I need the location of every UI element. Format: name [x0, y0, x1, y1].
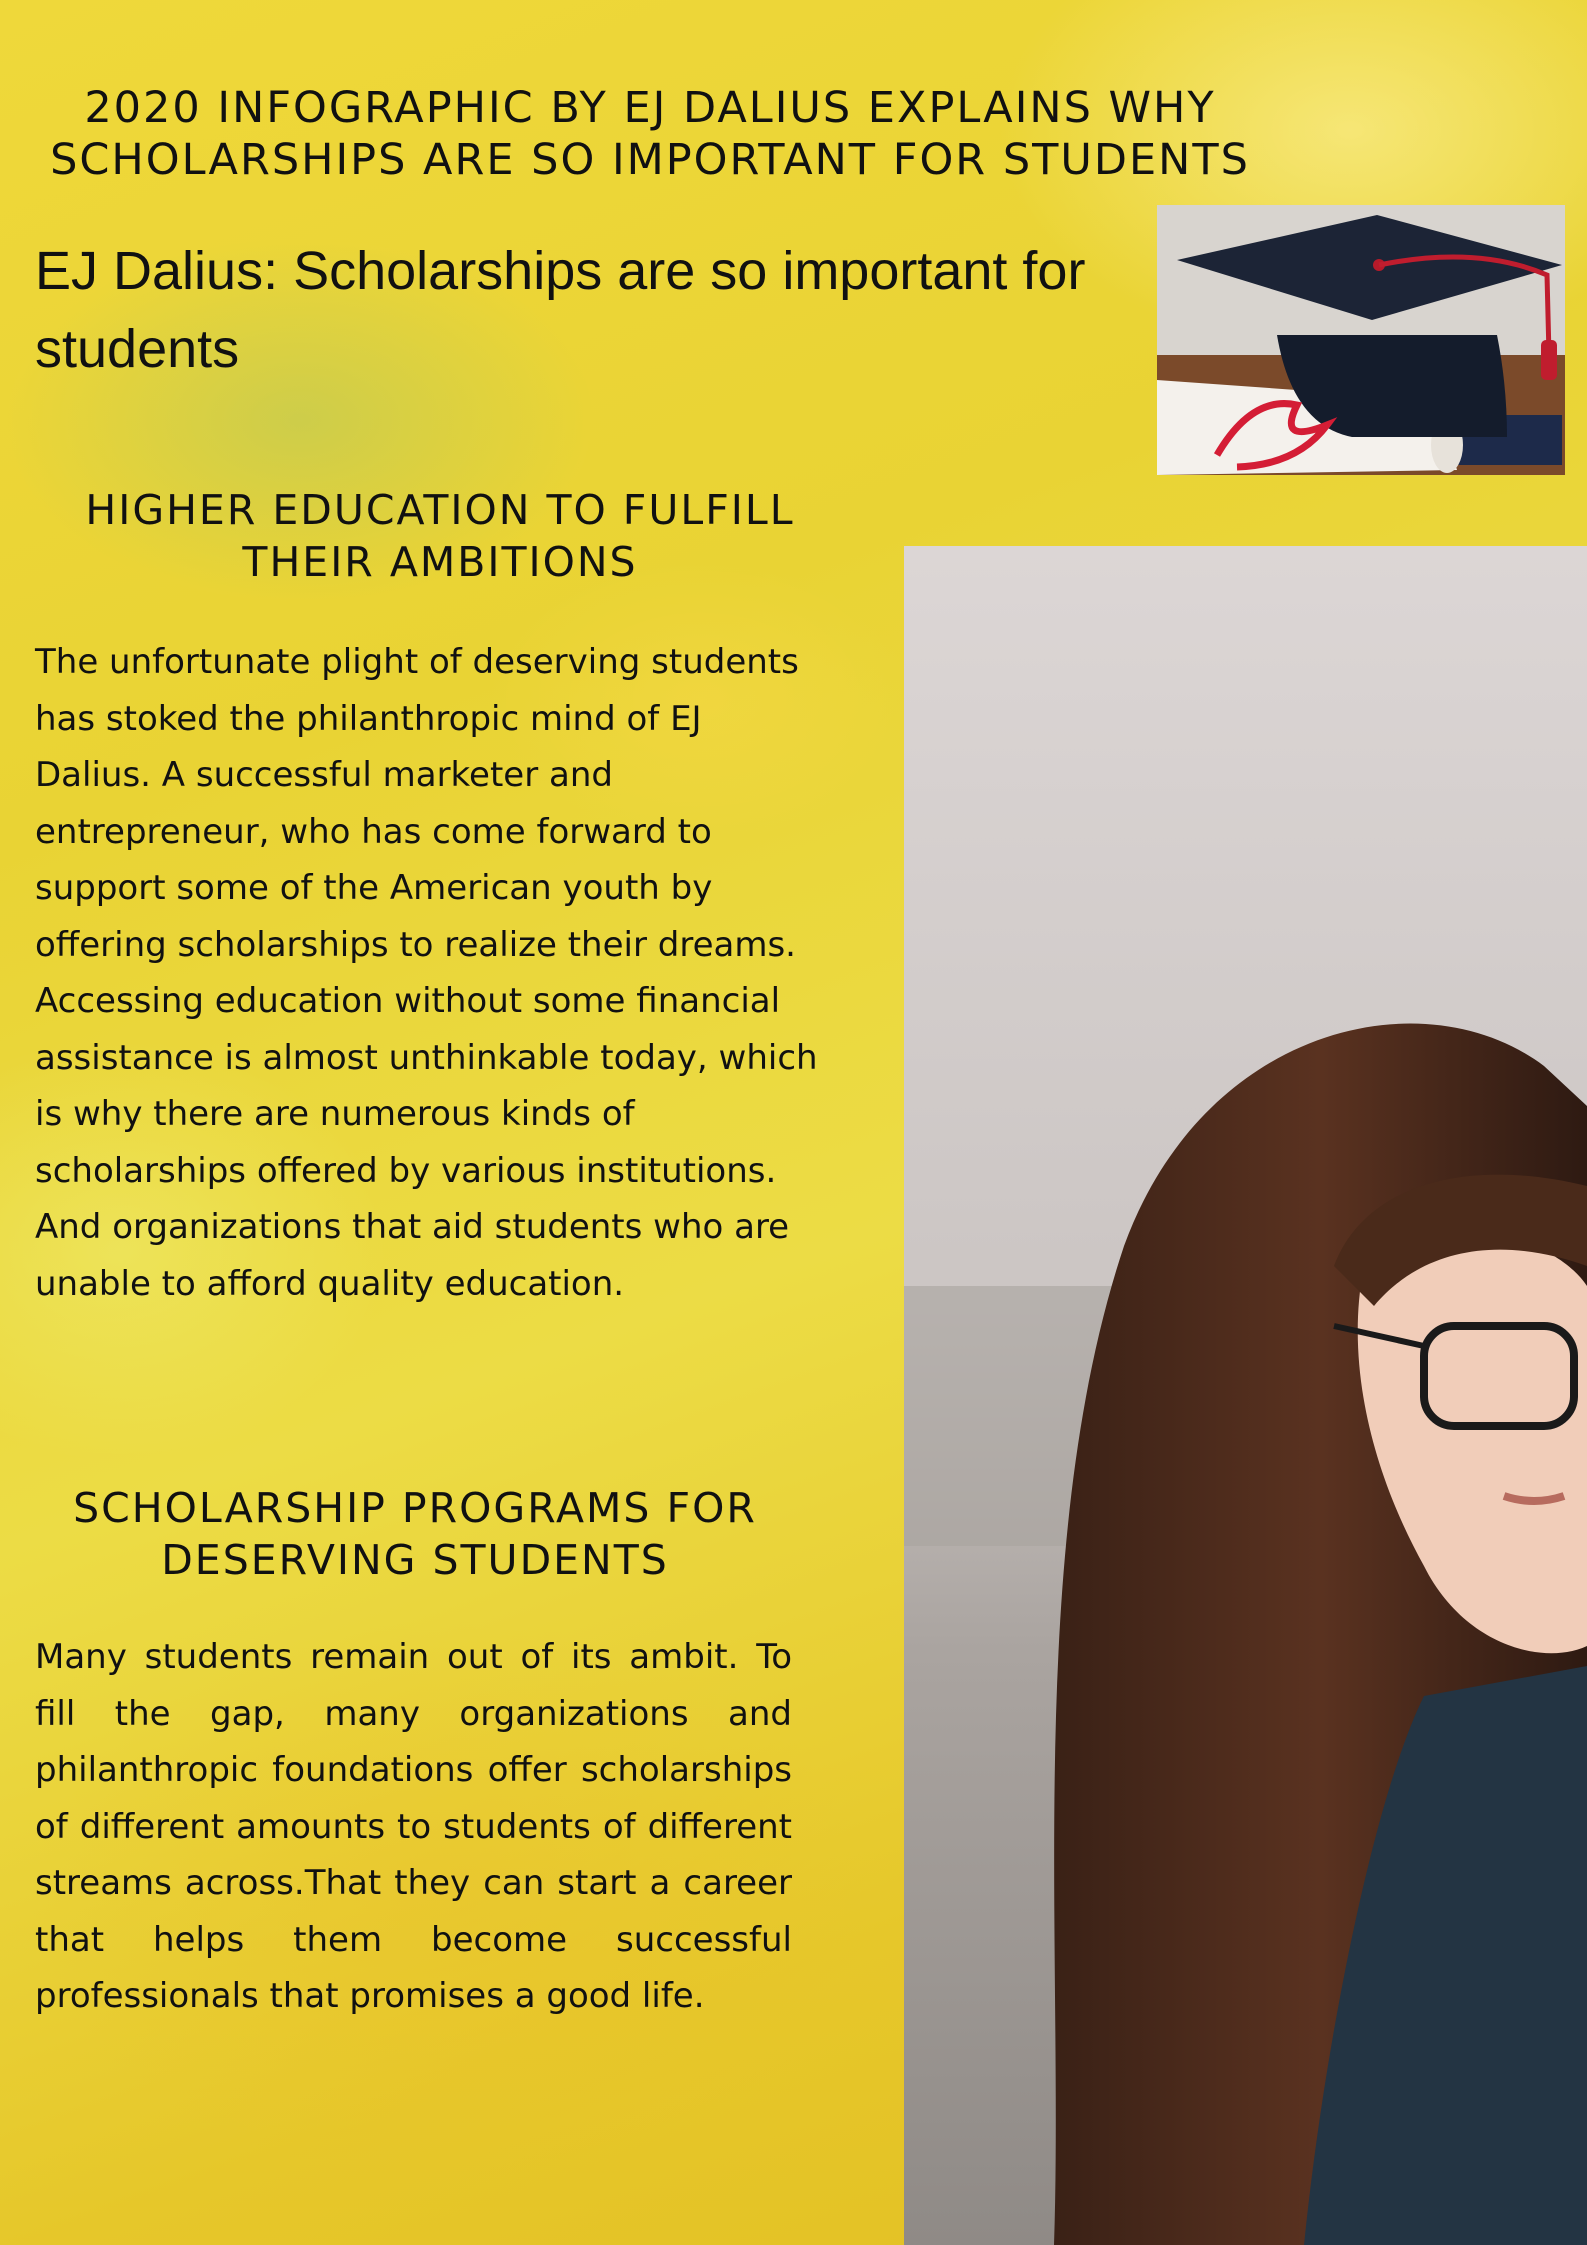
- graduation-cap-photo: [1157, 205, 1565, 475]
- section-heading-higher-education: [35, 484, 845, 588]
- section-heading-line: DESERVING STUDENTS: [161, 1536, 669, 1584]
- body-line: assistance is almost unthinkable today, which: [35, 1037, 818, 1078]
- student-portrait-icon: [904, 546, 1587, 2245]
- body-line: scholarships offered by various institutions.: [35, 1150, 777, 1191]
- student-photo: [904, 546, 1587, 2245]
- body-line: Accessing education without some financial: [35, 981, 781, 1021]
- body-line: offering scholarships to realize their dreams.: [35, 924, 796, 965]
- section-body-higher-education: [35, 634, 855, 1312]
- body-line: is why there are numerous kinds of: [35, 1094, 635, 1134]
- section-heading-line: HIGHER EDUCATION TO FULFILL: [85, 486, 795, 534]
- body-line: Dalius. A successful marketer and: [35, 755, 613, 795]
- page-title-line-1: 2020 INFOGRAPHIC BY EJ DALIUS EXPLAINS WHY: [84, 83, 1216, 133]
- section-heading-scholarship-programs: [35, 1482, 795, 1586]
- body-line: entrepreneur, who has come forward to: [35, 811, 712, 852]
- page-title: [20, 82, 1280, 186]
- section-heading-line: THEIR AMBITIONS: [242, 538, 638, 586]
- page-title-line-2: SCHOLARSHIPS ARE SO IMPORTANT FOR STUDENTS: [50, 135, 1250, 185]
- body-line: support some of the American youth by: [35, 868, 713, 908]
- body-line: The unfortunate plight of deserving students: [35, 642, 799, 682]
- section-body-scholarship-programs: Many students remain out of its ambit. To fill the gap, many organizations and philanthropic foundations offer scholarships of different amounts to students of different streams across.That they can start a career that helps them become successful professionals that promises a good life.: [35, 1637, 792, 2016]
- section-heading-line: SCHOLARSHIP PROGRAMS FOR: [73, 1484, 757, 1532]
- subtitle: EJ Dalius: Scholarships are so important for students: [35, 241, 1086, 379]
- body-line: And organizations that aid students who are: [35, 1207, 790, 1247]
- graduation-cap-icon: [1157, 205, 1565, 475]
- body-line: has stoked the philanthropic mind of EJ: [35, 698, 702, 739]
- body-line: unable to afford quality education.: [35, 1263, 625, 1304]
